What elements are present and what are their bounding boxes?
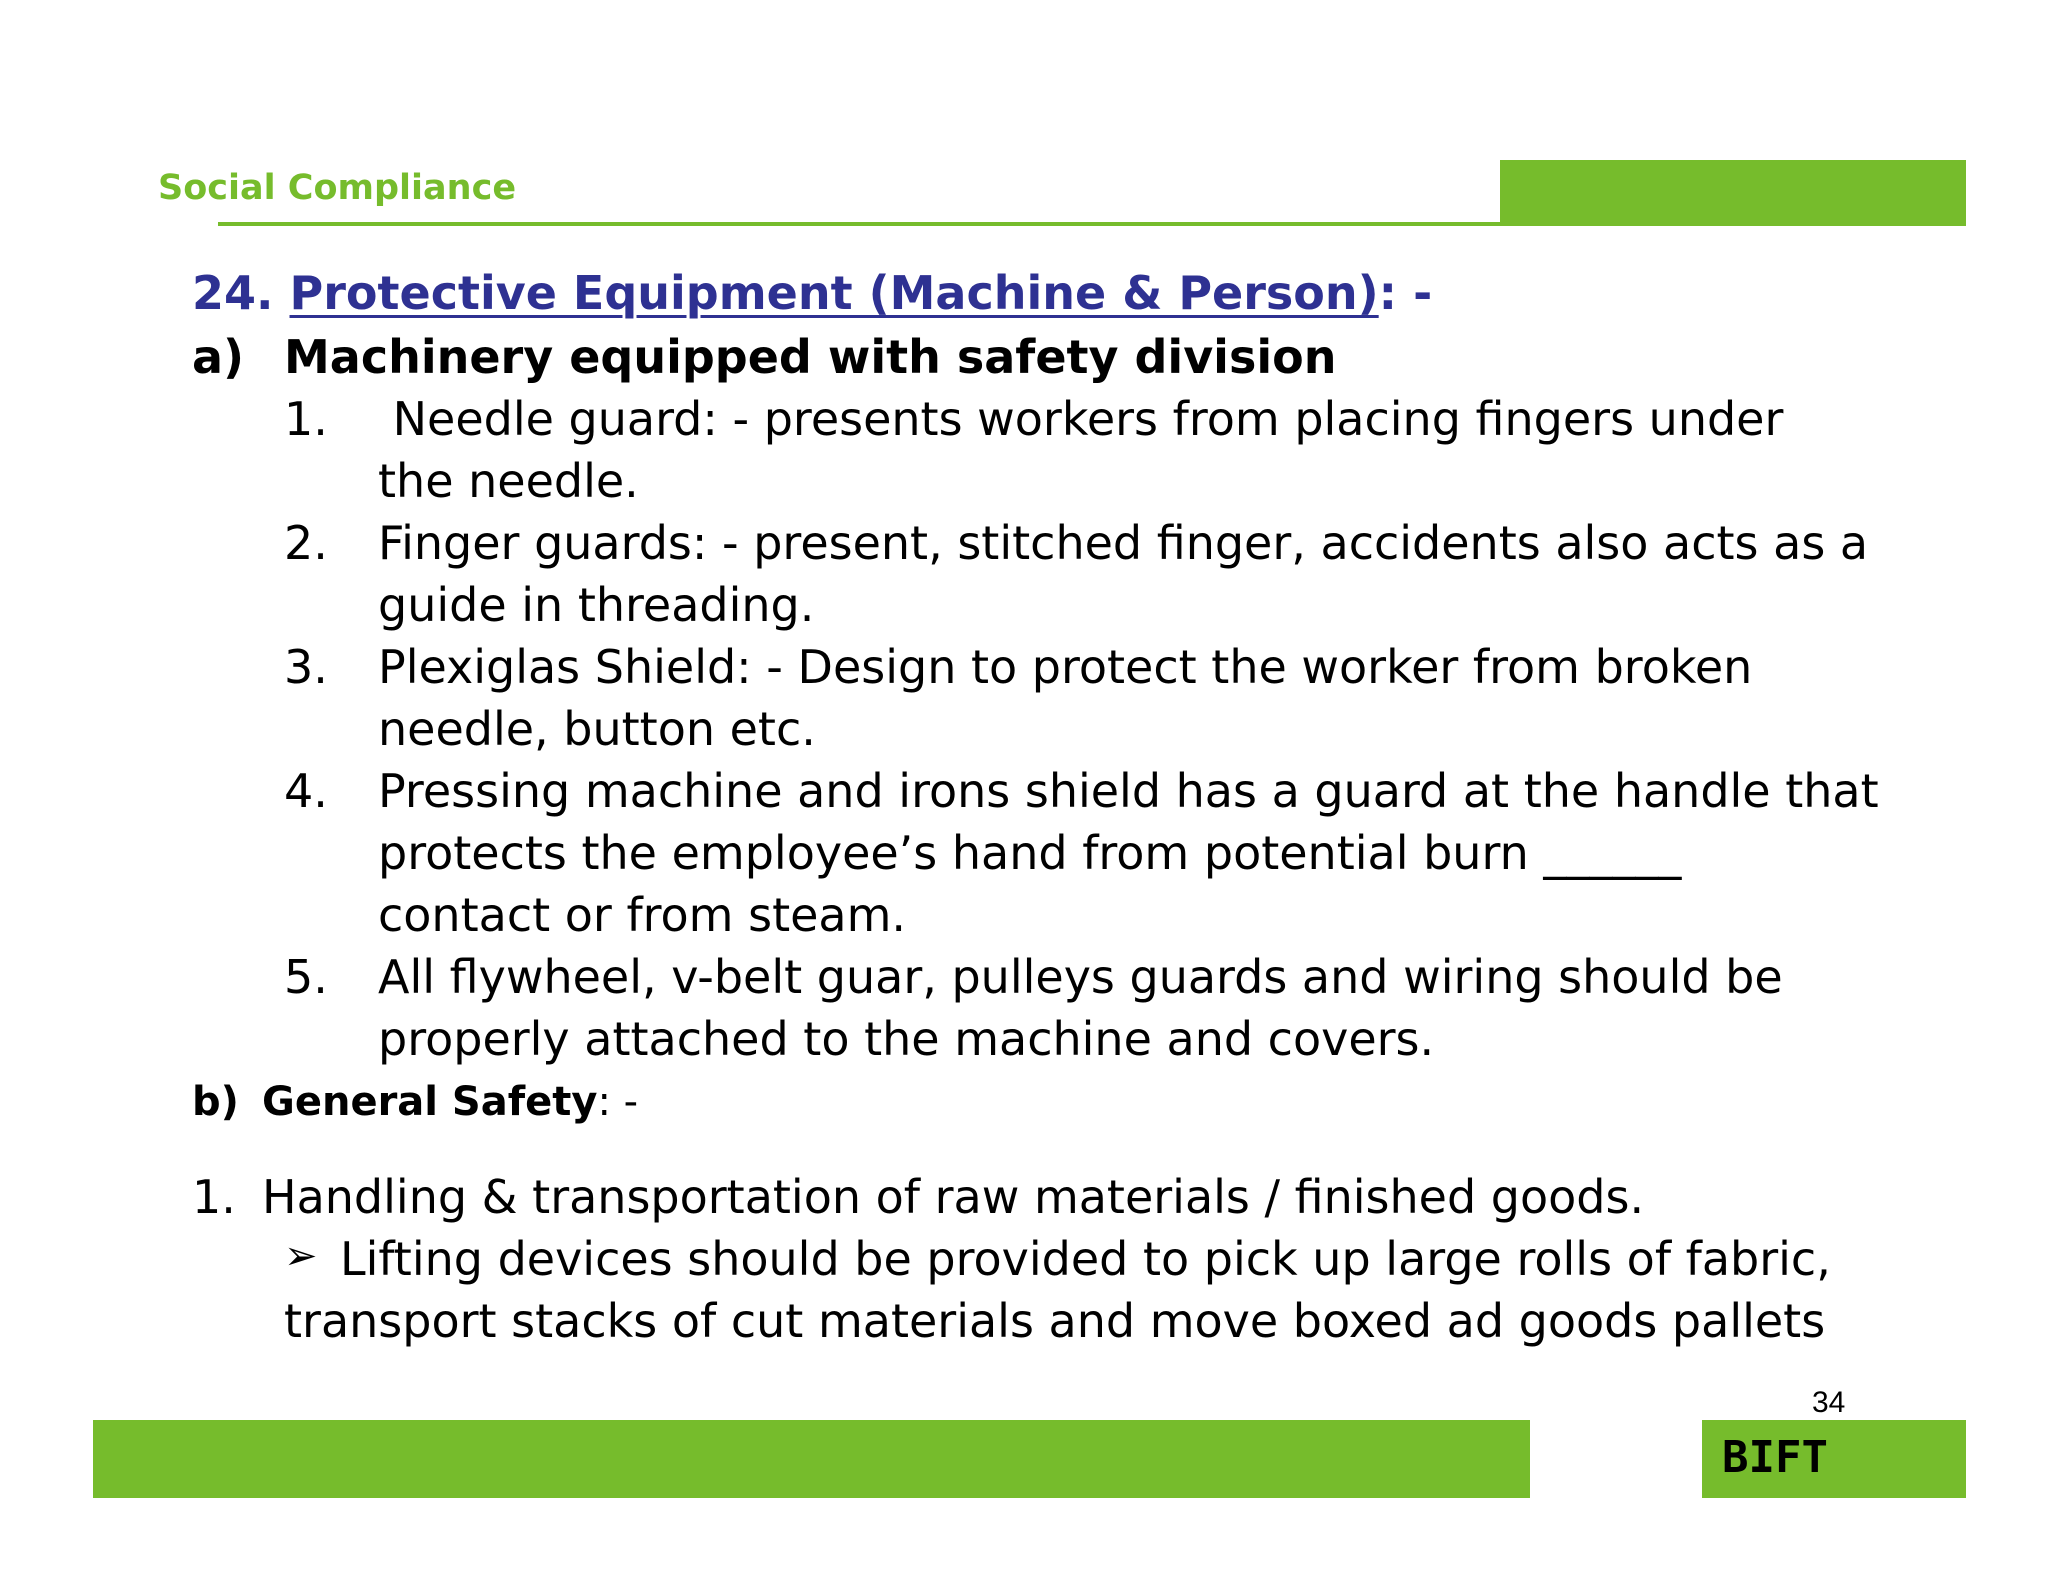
list-item-text: needle, button etc. [378,702,816,756]
list-item-number: 4. [284,764,328,818]
footer-bar [93,1420,1530,1498]
section-label: Social Compliance [158,168,517,208]
list-item-text: Needle guard: - presents workers from placing fingers under [378,392,1784,446]
header-accent-block [1500,160,1966,226]
page-number: 34 [1812,1386,1846,1419]
list-item-number: 1. [284,392,328,446]
section-b-marker: b) [192,1079,239,1125]
list-item-text: Pressing machine and irons shield has a guard at the handle that [378,764,1879,818]
title-suffix: : - [1378,266,1433,320]
list-item-text: All flywheel, v-belt guar, pulleys guards and wiring should be [378,950,1783,1004]
list-item-text: Handling & transportation of raw materials / finished goods. [262,1170,1645,1224]
list-item-text: guide in threading. [378,578,815,632]
title-text: Protective Equipment (Machine & Person) [289,266,1379,320]
list-item-number: 5. [284,950,328,1004]
list-item-text: properly attached to the machine and covers. [378,1012,1435,1066]
section-b-heading-line [262,1078,638,1126]
section-a-marker: a) [192,330,245,384]
arrow-bullet-icon: ➢ [284,1233,318,1279]
title-number: 24. [192,266,274,320]
list-item-text: protects the employee’s hand from potential burn ______ [378,826,1682,880]
sub-bullet-text: transport stacks of cut materials and move boxed ad goods pallets [284,1294,1826,1348]
list-item-text: contact or from steam. [378,888,907,942]
header-divider [218,222,1500,226]
sub-bullet-text: Lifting devices should be provided to pick up large rolls of fabric, [340,1232,1831,1286]
section-b-heading-suffix: : - [597,1079,639,1125]
slide-title [192,266,1432,321]
section-b-heading: General Safety [262,1079,598,1125]
brand-logo: BIFT [1722,1432,1828,1483]
list-item-text: Plexiglas Shield: - Design to protect the worker from broken [378,640,1753,694]
list-item-number: 1. [192,1170,236,1224]
list-item-text: the needle. [378,454,639,508]
list-item-text: Finger guards: - present, stitched finger, accidents also acts as a [378,516,1869,570]
list-item-number: 2. [284,516,328,570]
list-item-number: 3. [284,640,328,694]
section-a-heading: Machinery equipped with safety division [284,330,1337,384]
